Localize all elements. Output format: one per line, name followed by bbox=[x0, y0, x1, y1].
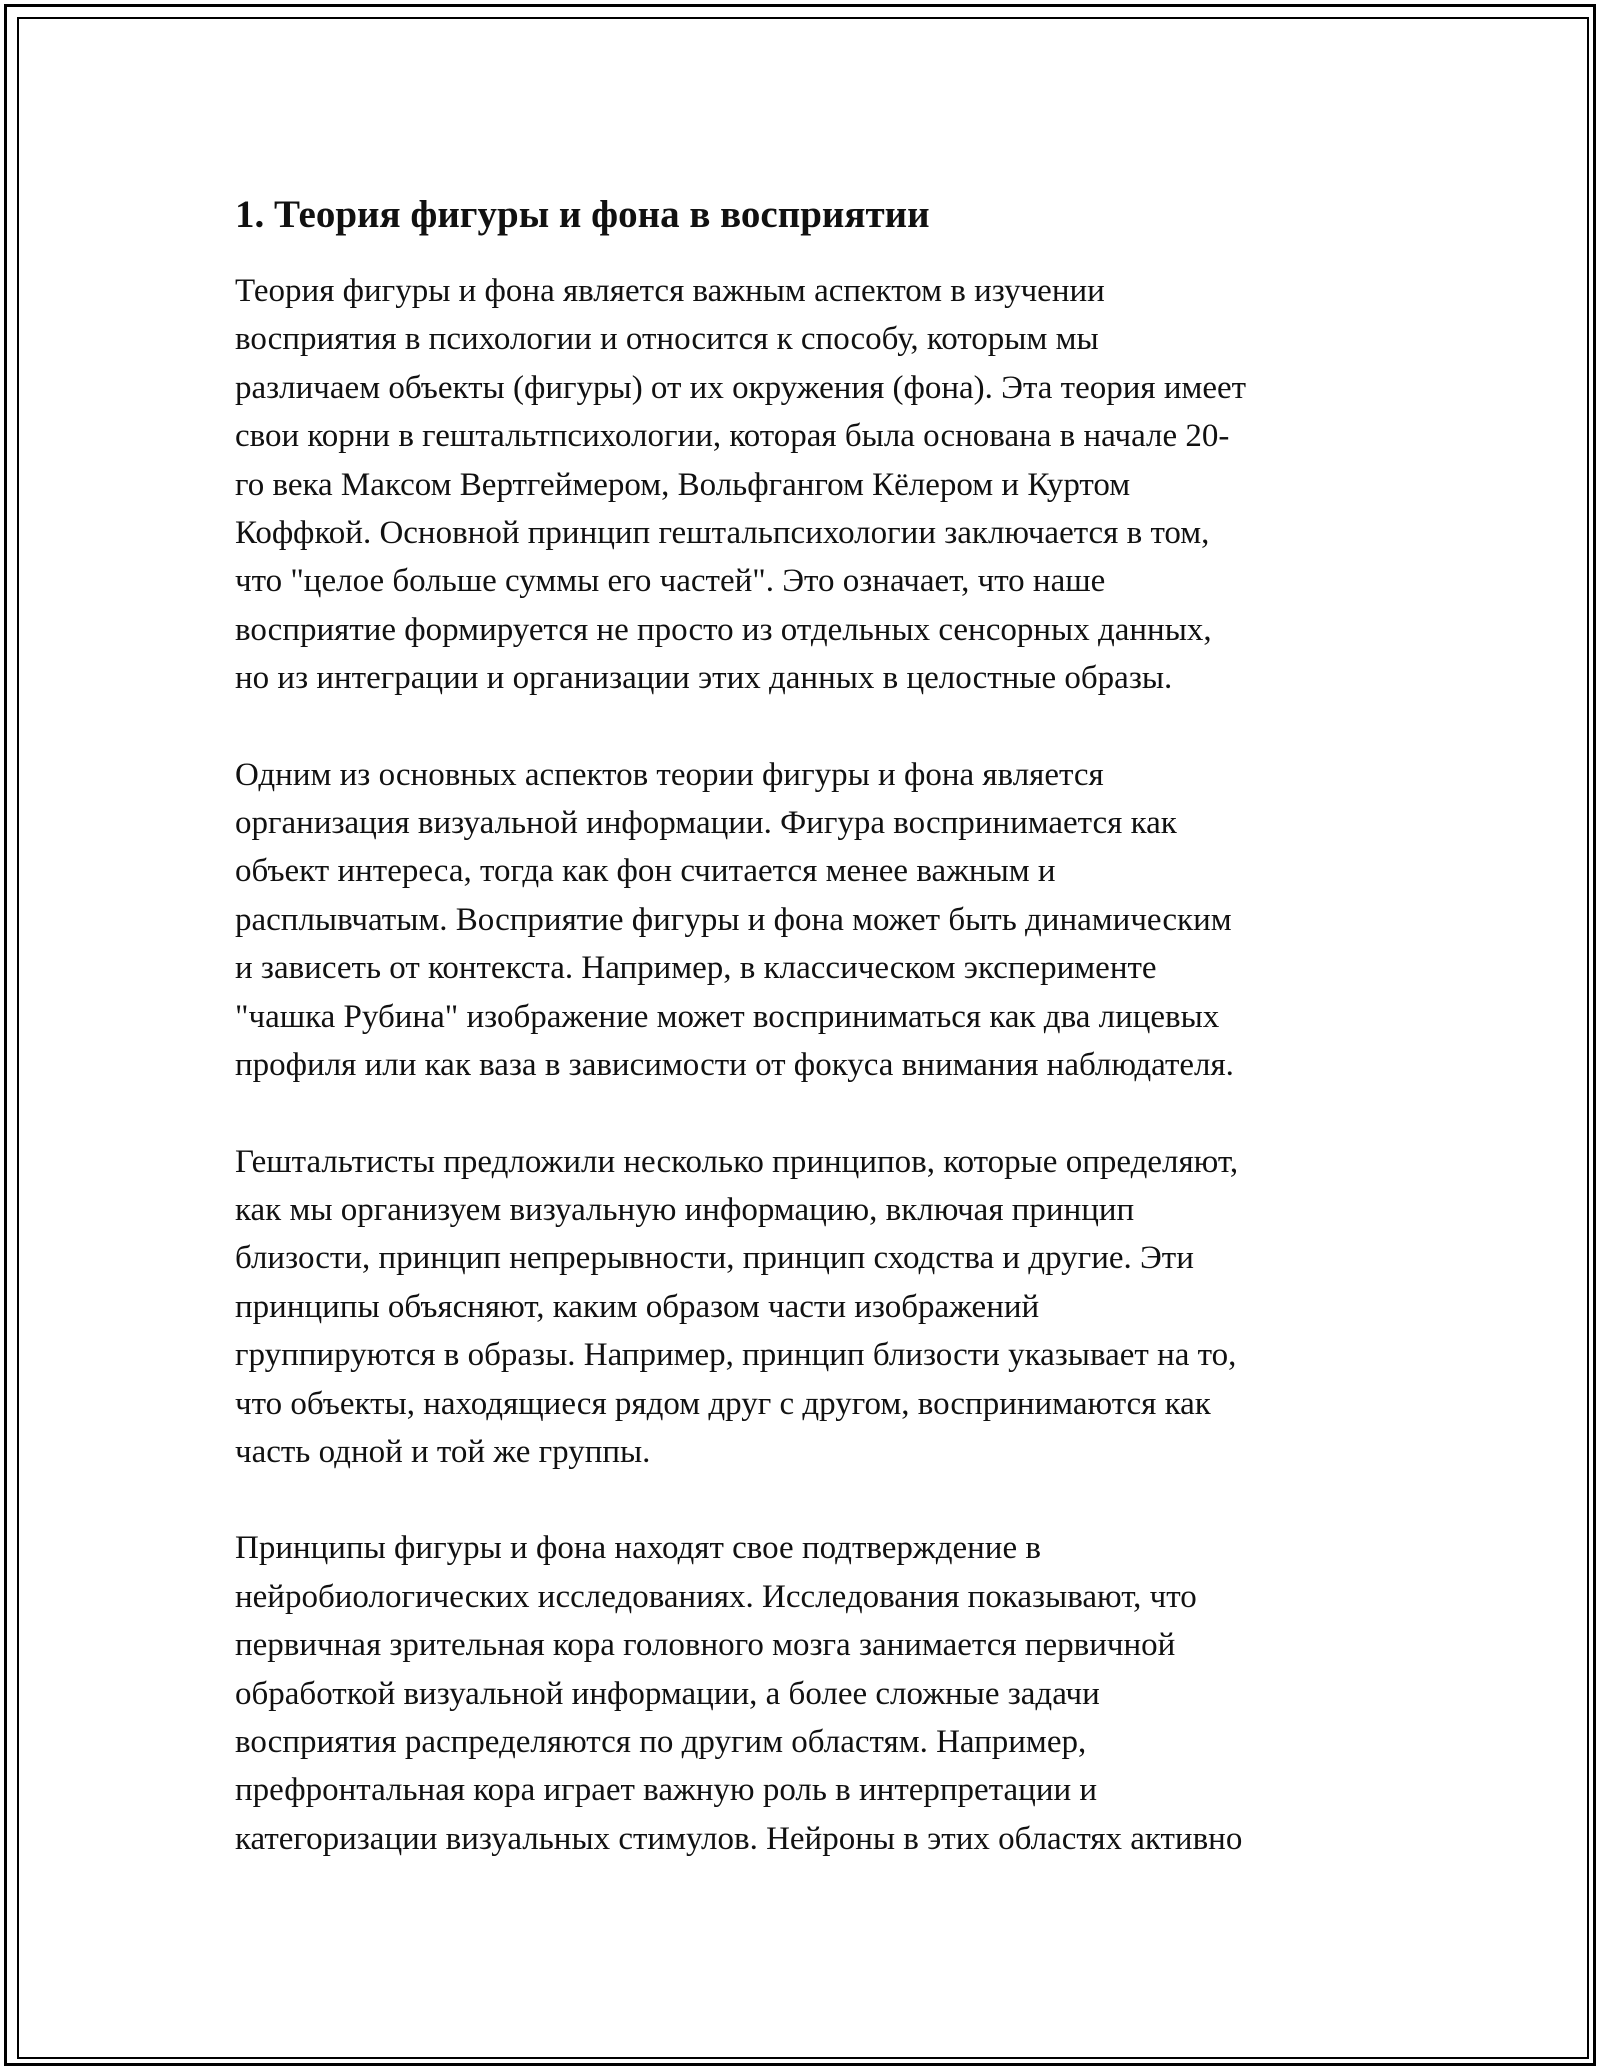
paragraph-line: категоризации визуальных стимулов. Нейроны в этих областях активно bbox=[235, 1820, 1243, 1857]
paragraph-line: что объекты, находящиеся рядом друг с другом, воспринимаются как bbox=[235, 1385, 1211, 1422]
paragraph-line: восприятие формируется не просто из отдельных сенсорных данных, bbox=[235, 611, 1212, 648]
paragraph-line: профиля или как ваза в зависимости от фокуса внимания наблюдателя. bbox=[235, 1047, 1234, 1084]
paragraph-line: Принципы фигуры и фона находят свое подтверждение в bbox=[235, 1530, 1041, 1567]
paragraph-line: Теория фигуры и фона является важным аспектом в изучении bbox=[235, 273, 1105, 309]
paragraph-line: часть одной и той же группы. bbox=[235, 1433, 651, 1470]
paragraph-line: расплывчатым. Восприятие фигуры и фона может быть динамическим bbox=[235, 901, 1232, 938]
paragraph-line: нейробиологических исследованиях. Исследования показывают, что bbox=[235, 1578, 1197, 1615]
paragraph-line: го века Максом Вертгеймером, Вольфгангом Кёлером и Куртом bbox=[235, 466, 1131, 503]
paragraph-line: Одним из основных аспектов теории фигуры и фона является bbox=[235, 756, 1104, 793]
paragraph-line: близости, принцип непрерывности, принцип сходства и другие. Эти bbox=[235, 1240, 1194, 1277]
paragraph-line: обработкой визуальной информации, а более сложные задачи bbox=[235, 1675, 1100, 1712]
paragraph-line: свои корни в гештальтпсихологии, которая была основана в начале 20- bbox=[235, 418, 1230, 455]
paragraph-line: первичная зрительная кора головного мозга занимается первичной bbox=[235, 1627, 1176, 1664]
paragraph-line: принципы объясняют, каким образом части изображений bbox=[235, 1288, 1040, 1325]
paragraph bbox=[235, 1138, 1370, 1477]
paragraph-line: но из интеграции и организации этих данных в целостные образы. bbox=[235, 660, 1173, 697]
document-body bbox=[235, 185, 1370, 1911]
paragraph-line: и зависеть от контекста. Например, в классическом эксперименте bbox=[235, 950, 1157, 987]
paragraph-line: Коффкой. Основной принцип гештальпсихологии заключается в том, bbox=[235, 515, 1210, 552]
paragraph-line: Гештальтисты предложили несколько принципов, которые определяют, bbox=[235, 1143, 1239, 1180]
paragraph-line: различаем объекты (фигуры) от их окружения (фона). Эта теория имеет bbox=[235, 369, 1247, 406]
paragraph-line: что "целое больше суммы его частей". Это означает, что наше bbox=[235, 563, 1106, 600]
paragraph bbox=[235, 751, 1370, 1090]
paragraph-line: префронтальная кора играет важную роль в интерпретации и bbox=[235, 1772, 1098, 1809]
paragraph-line: объект интереса, тогда как фон считается менее важным и bbox=[235, 853, 1056, 890]
paragraph-line: группируются в образы. Например, принцип близости указывает на то, bbox=[235, 1337, 1237, 1374]
paragraph bbox=[235, 1524, 1370, 1863]
paragraph-line: "чашка Рубина" изображение может восприниматься как два лицевых bbox=[235, 998, 1220, 1035]
section-heading: 1. Теория фигуры и фона в восприятии bbox=[235, 193, 930, 236]
paragraph-line: организация визуальной информации. Фигура воспринимается как bbox=[235, 805, 1177, 842]
paragraph-line: как мы организуем визуальную информацию, включая принцип bbox=[235, 1191, 1135, 1228]
paragraph-line: восприятия в психологии и относится к способу, которым мы bbox=[235, 321, 1099, 358]
paragraph bbox=[235, 267, 1370, 703]
paragraph-line: восприятия распределяются по другим областям. Например, bbox=[235, 1723, 1087, 1760]
paragraphs-container bbox=[235, 267, 1370, 1863]
